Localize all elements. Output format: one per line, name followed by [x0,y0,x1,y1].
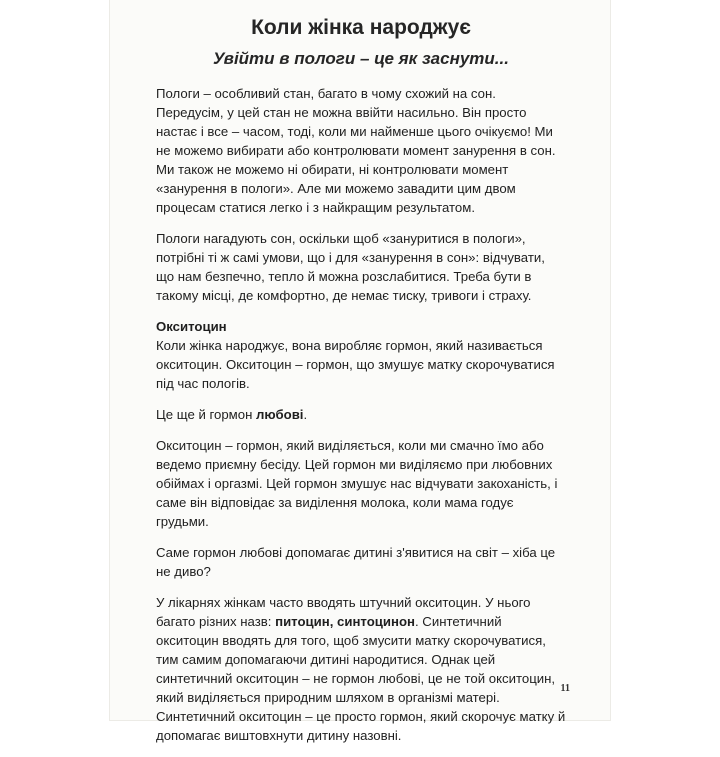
paragraph-2: Пологи нагадують сон, оскільки щоб «зануритися в пологи», потрібні ті ж самі умови, що і для «занурення в сон»: відчувати, що нам безпечно, тепло й можна розслабитися. Треба бути в такому місці, де комфортно, де немає тиску, тривоги і страху. [156,231,545,303]
paragraph-7 [156,593,566,745]
page-title: Коли жінка народжує [251,16,471,39]
page-number: 11 [560,683,570,694]
paragraph-7-text: У лікарнях жінкам часто вводять штучний окситоцин. У нього багато різних назв: [156,595,531,629]
paragraph-4 [156,405,566,424]
page-content [156,14,566,757]
paragraph-6: Саме гормон любові допомагає дитині з'явитися на світ – хіба це не диво? [156,545,556,579]
page-subtitle: Увійти в пологи – це як заснути... [213,49,509,68]
paragraph-4-text: Це ще й гормон [156,407,257,422]
paragraph-1: Пологи – особливий стан, багато в чому схожий на сон. Передусім, у цей стан не можна ввійти насильно. Він просто настає і все – часом, тоді, коли ми найменше цього очікуємо! Ми не можемо вибирати або контролювати момент занурення в сон. Ми також не можемо ні обирати, ні контролювати момент «занурення в пологи». Але ми можемо завадити цим двом процесам статися легко і з найкращим результатом. [156,86,556,215]
paragraph-7-bold: питоцин, синтоцинон [275,614,415,629]
book-page [110,0,610,743]
section-heading-oxytocin: Окситоцин [156,319,227,334]
paragraph-4-bold: любові [256,407,304,422]
paragraph-5: Окситоцин – гормон, який виділяється, коли ми смачно їмо або ведемо приємну бесіду. Цей гормон ми виділяємо при любовних обіймах і оргазмі. Цей гормон змушує нас відчувати закоханість, і саме він відповідає за виділення молока, коли мама годує грудьми. [156,438,558,529]
paragraph-7-end: . Синтетичний окситоцин вводять для того, щоб змусити матку скорочуватися, тим самим допомагаючи дитині народитися. Однак цей синтетичний окситоцин – не гормон любові, це не той окситоцин, який виділяється природним шляхом в організмі матері. Синтетичний окситоцин – це просто гормон, який скорочує матку й допомагає виштовхнути дитину назовні. [156,614,566,743]
paragraph-4-end: . [303,407,308,422]
paragraph-3: Коли жінка народжує, вона виробляє гормон, який називається окситоцин. Окситоцин – гормон, що змушує матку скорочуватися під час пологів. [156,338,555,391]
